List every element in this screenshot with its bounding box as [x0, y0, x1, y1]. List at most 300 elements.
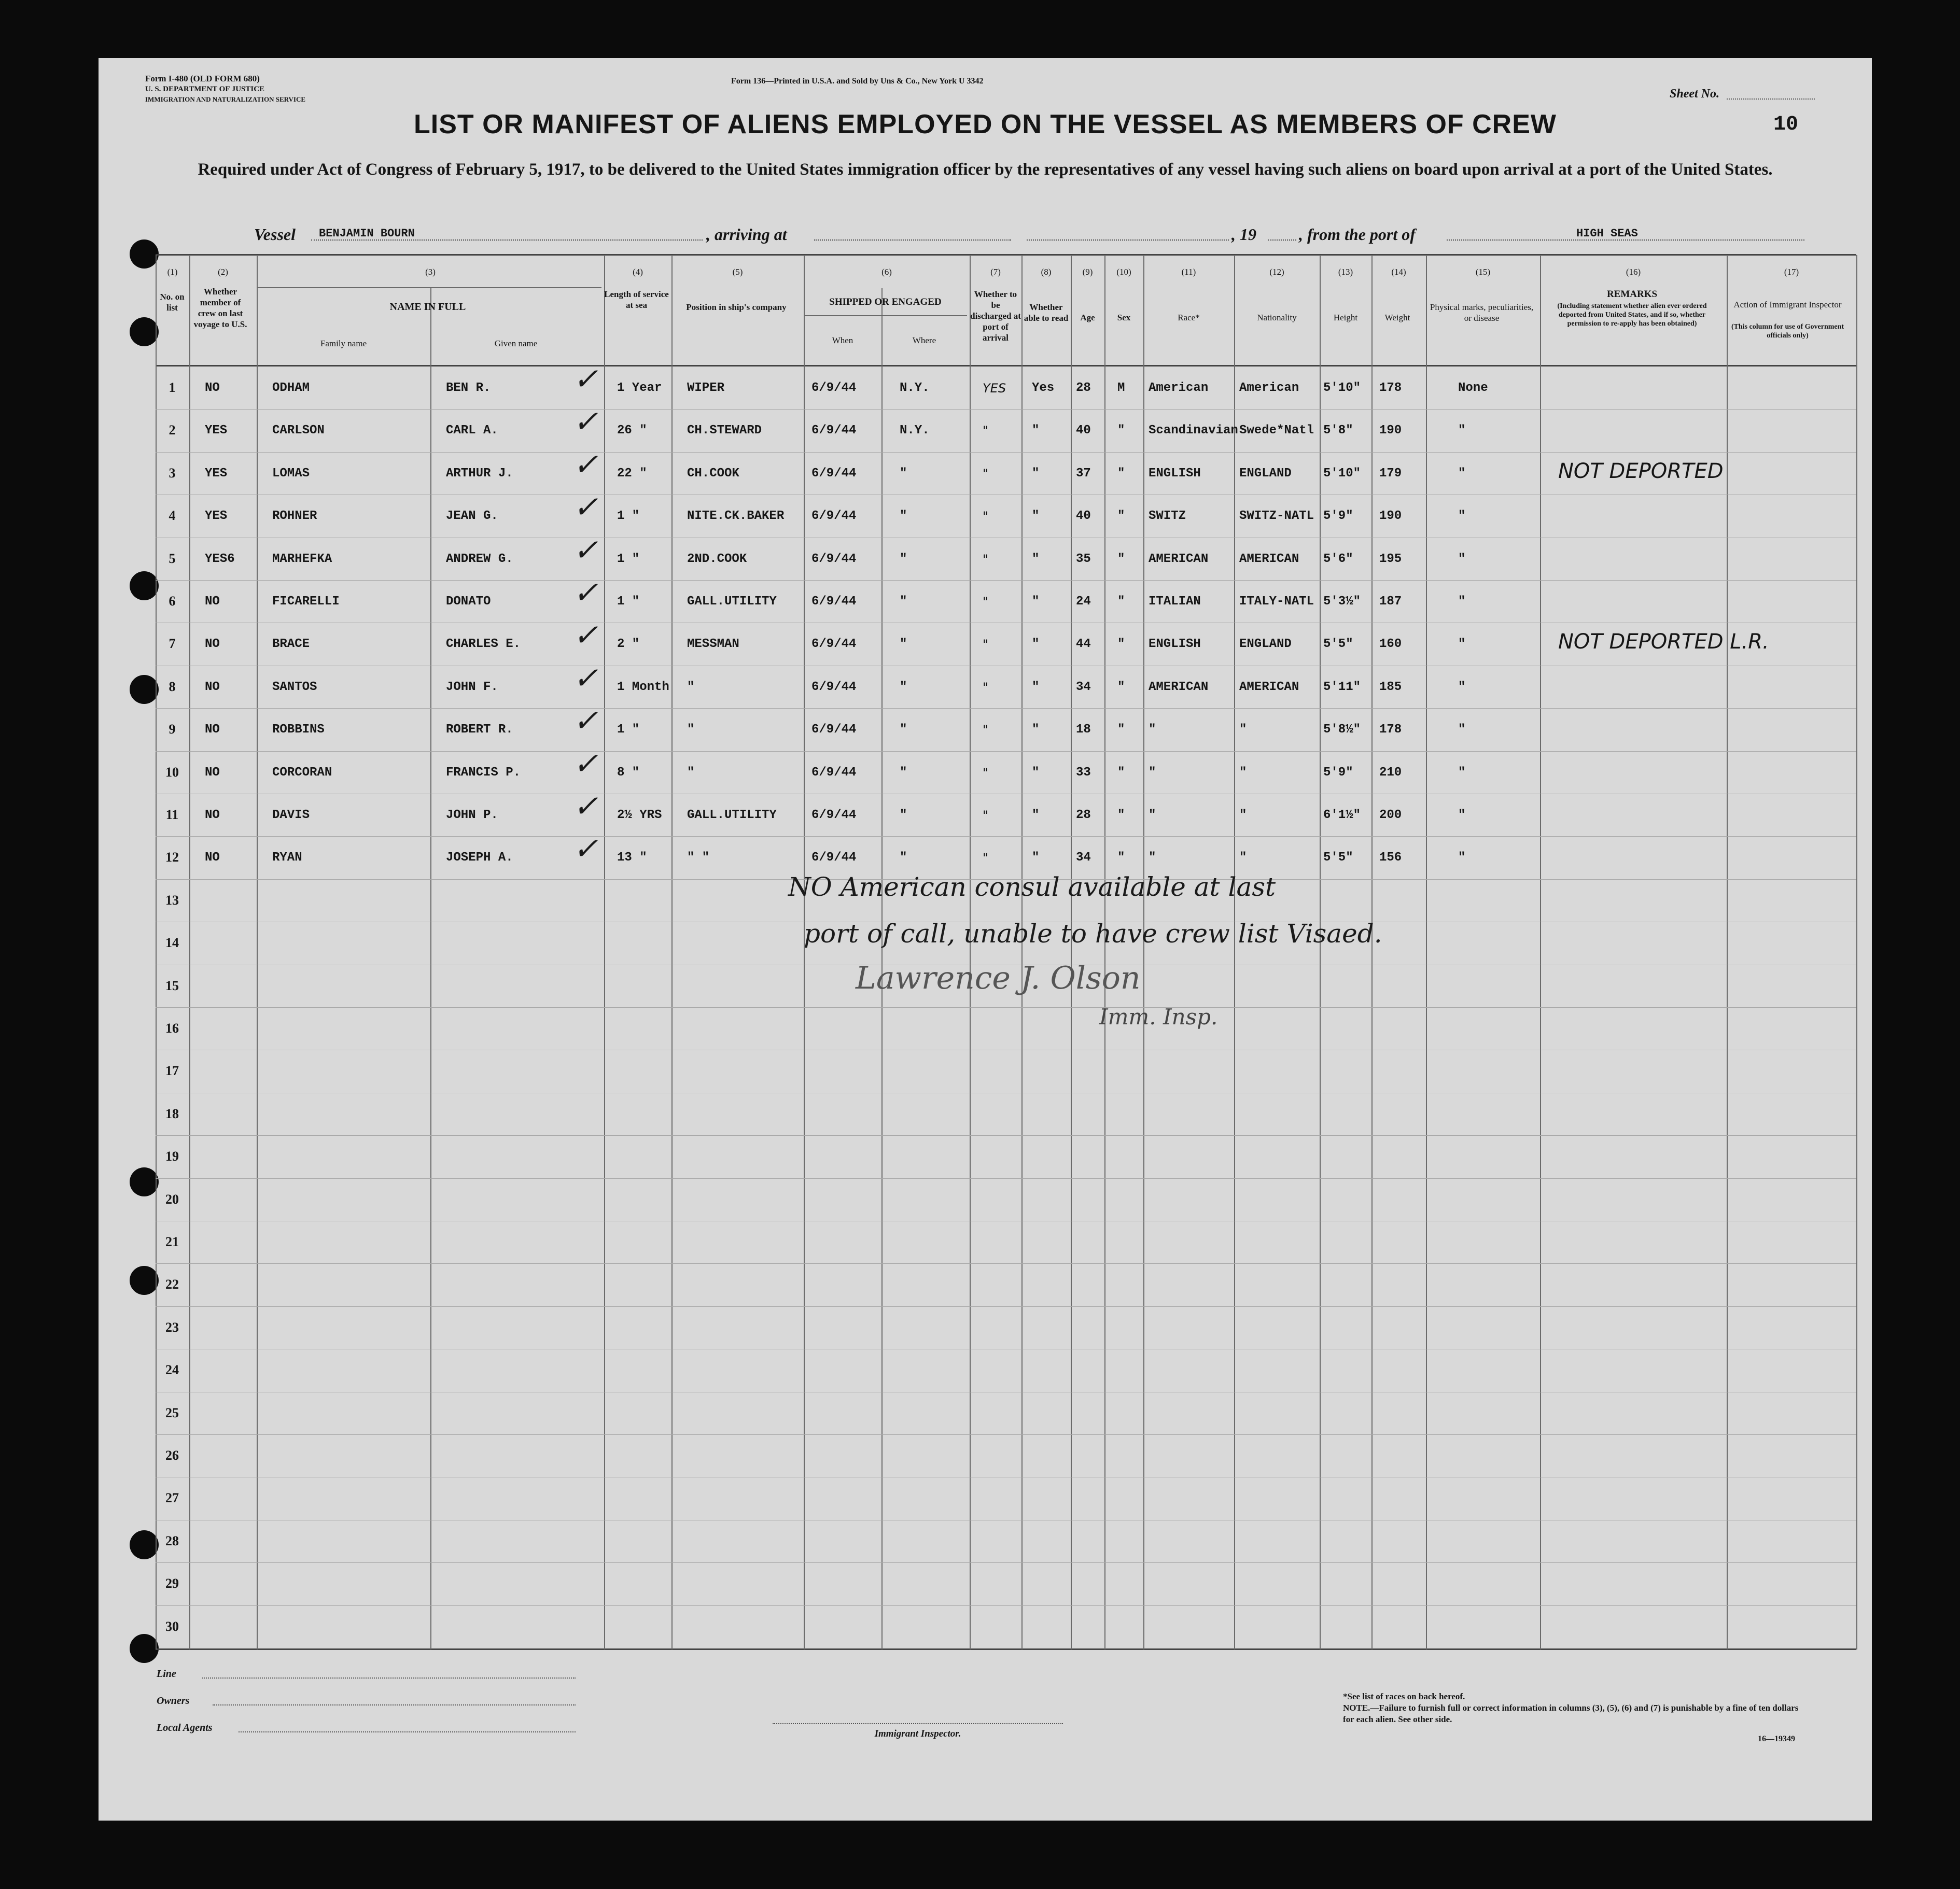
- cell-nationality: ": [1239, 808, 1247, 822]
- footer-owners-label: Owners: [157, 1695, 190, 1707]
- col-name-header: NAME IN FULL: [389, 301, 466, 313]
- column-rule: [1071, 255, 1072, 1650]
- punch-hole: [130, 1266, 159, 1295]
- cell-given: BEN R.: [446, 381, 491, 395]
- form-service: IMMIGRATION AND NATURALIZATION SERVICE: [145, 95, 306, 103]
- page-title: LIST OR MANIFEST OF ALIENS EMPLOYED ON THE VESSEL AS MEMBERS OF CREW: [414, 109, 1557, 139]
- cell-discharge: ": [983, 595, 989, 609]
- col-race-header: Race*: [1178, 313, 1200, 322]
- cell-service: 1 ": [617, 509, 640, 523]
- col-given-header: Given name: [494, 339, 538, 348]
- column-rule: [1143, 255, 1144, 1650]
- cell-when: 6/9/44: [811, 680, 857, 694]
- col-discharge-header: Whether to be discharged at port of arrival: [970, 289, 1021, 343]
- col-read-header: Whether able to read: [1024, 302, 1069, 323]
- cell-sex: ": [1117, 595, 1125, 609]
- cell-marks: ": [1458, 680, 1466, 694]
- col-position-header: Position in ship's company: [686, 302, 787, 312]
- cell-marks: ": [1458, 467, 1466, 481]
- row-number: 10: [165, 765, 179, 780]
- cell-discharge: ": [983, 723, 989, 737]
- cell-family: FICARELLI: [272, 595, 340, 609]
- cell-nationality: ENGLAND: [1239, 637, 1292, 651]
- column-number: (1): [167, 267, 178, 277]
- row-number: 9: [169, 722, 176, 737]
- cell-sex: ": [1117, 509, 1125, 523]
- cell-given: JEAN G.: [446, 509, 498, 523]
- col-service-header: Length of service at sea: [604, 289, 669, 310]
- row-rule: [156, 708, 1856, 709]
- cell-position: CH.STEWARD: [687, 424, 762, 438]
- cell-service: 1 Month: [617, 680, 669, 694]
- cell-age: 28: [1076, 808, 1091, 822]
- check-mark-icon: ✓: [573, 746, 598, 781]
- cell-marks: ": [1458, 424, 1466, 438]
- cell-service: 13 ": [617, 851, 647, 865]
- footer-line-label: Line: [157, 1668, 176, 1680]
- footer-agents-label: Local Agents: [157, 1722, 213, 1733]
- vessel-line: [254, 225, 1820, 246]
- cell-given: DONATO: [446, 595, 491, 609]
- cell-weight: 179: [1379, 467, 1402, 481]
- footer-line-dots: [202, 1677, 576, 1679]
- row-number: 29: [165, 1576, 179, 1591]
- cell-height: 5'5": [1323, 851, 1353, 865]
- cell-sex: ": [1117, 723, 1125, 737]
- cell-position: NITE.CK.BAKER: [687, 509, 785, 523]
- cell-prev: YES: [205, 467, 228, 481]
- handwritten-note-line2: port of call, unable to have crew list Visaed.: [804, 919, 1382, 949]
- cell-service: 2 ": [617, 637, 640, 651]
- cell-when: 6/9/44: [811, 595, 857, 609]
- cell-position: ": [687, 680, 695, 694]
- header-bottom-rule: [156, 365, 1856, 366]
- cell-where: ": [900, 808, 907, 822]
- column-number: (13): [1338, 267, 1353, 277]
- check-mark-icon: ✓: [573, 404, 598, 439]
- row-number: 14: [165, 935, 179, 950]
- form-id-block: [145, 74, 342, 105]
- col-no-header: No. on list: [160, 292, 185, 313]
- cell-prev: YES: [205, 424, 228, 438]
- column-number: (4): [633, 267, 643, 277]
- cell-prev: NO: [205, 851, 220, 865]
- row-rule: [156, 1263, 1856, 1264]
- row-rule: [156, 1007, 1856, 1008]
- cell-age: 40: [1076, 424, 1091, 438]
- cell-family: BRACE: [272, 637, 310, 651]
- from-label: , from the port of: [1299, 225, 1416, 244]
- page-subtitle: Required under Act of Congress of February 5, 1917, to be delivered to the United States immigration officer by the representatives of any vessel having such aliens on board upon arrival at a port of the United States.: [198, 160, 1773, 179]
- column-rule: [1021, 255, 1023, 1650]
- row-number: 13: [165, 893, 179, 908]
- cell-position: GALL.UTILITY: [687, 808, 777, 822]
- cell-nationality: ITALY-NATL: [1239, 595, 1314, 609]
- punch-hole: [130, 239, 159, 269]
- row-rule: [156, 1306, 1856, 1307]
- cell-age: 37: [1076, 467, 1091, 481]
- cell-nationality: SWITZ-NATL: [1239, 509, 1314, 523]
- cell-when: 6/9/44: [811, 766, 857, 780]
- cell-read: ": [1032, 509, 1040, 523]
- cell-discharge: YES: [983, 381, 1006, 396]
- cell-family: MARHEFKA: [272, 552, 332, 566]
- row-rule: [156, 836, 1856, 837]
- cell-prev: NO: [205, 595, 220, 609]
- row-number: 21: [165, 1234, 179, 1249]
- cell-age: 18: [1076, 723, 1091, 737]
- cell-given: JOHN F.: [446, 680, 498, 694]
- cell-service: 26 ": [617, 424, 647, 438]
- cell-read: ": [1032, 424, 1040, 438]
- cell-nationality: ": [1239, 851, 1247, 865]
- cell-nationality: ENGLAND: [1239, 467, 1292, 481]
- col-sex-header: Sex: [1117, 313, 1131, 322]
- column-number: (6): [881, 267, 892, 277]
- col-family-header: Family name: [320, 339, 367, 348]
- cell-read: ": [1032, 680, 1040, 694]
- table-bottom-rule: [156, 1648, 1856, 1650]
- cell-sex: ": [1117, 808, 1125, 822]
- cell-age: 35: [1076, 552, 1091, 566]
- column-number: (14): [1391, 267, 1406, 277]
- cell-race: ": [1149, 723, 1156, 737]
- cell-nationality: Swede*Natl: [1239, 424, 1314, 438]
- cell-race: ": [1149, 808, 1156, 822]
- row-number: 18: [165, 1106, 179, 1121]
- cell-weight: 187: [1379, 595, 1402, 609]
- cell-given: ARTHUR J.: [446, 467, 513, 481]
- punch-hole: [130, 1634, 159, 1663]
- column-number: (12): [1269, 267, 1284, 277]
- name-sub-rule: [257, 287, 601, 288]
- column-rule: [671, 255, 673, 1650]
- cell-weight: 210: [1379, 766, 1402, 780]
- row-rule: [156, 1135, 1856, 1136]
- cell-prev: NO: [205, 680, 220, 694]
- cell-prev: NO: [205, 381, 220, 395]
- cell-marks: ": [1458, 851, 1466, 865]
- row-number: 25: [165, 1405, 179, 1420]
- sheet-label: Sheet No.: [1670, 87, 1719, 101]
- cell-remarks: NOT DEPORTED: [1558, 459, 1724, 483]
- punch-hole: [130, 571, 159, 600]
- cell-sex: ": [1117, 766, 1125, 780]
- arriving-dots: [814, 239, 1011, 241]
- punch-hole: [130, 1530, 159, 1559]
- cell-read: ": [1032, 595, 1040, 609]
- cell-height: 5'5": [1323, 637, 1353, 651]
- cell-when: 6/9/44: [811, 808, 857, 822]
- row-number: 27: [165, 1490, 179, 1505]
- cell-prev: NO: [205, 637, 220, 651]
- cell-weight: 156: [1379, 851, 1402, 865]
- cell-nationality: AMERICAN: [1239, 680, 1299, 694]
- check-mark-icon: ✓: [573, 831, 598, 866]
- cell-weight: 160: [1379, 637, 1402, 651]
- column-rule: [970, 255, 971, 1650]
- cell-height: 6'1½": [1323, 808, 1361, 822]
- year-dots: [1268, 239, 1296, 241]
- form-code: 16—19349: [1758, 1735, 1795, 1743]
- cell-height: 5'11": [1323, 680, 1361, 694]
- cell-marks: ": [1458, 723, 1466, 737]
- cell-age: 33: [1076, 766, 1091, 780]
- inspector-title: Imm. Insp.: [1099, 1004, 1218, 1030]
- cell-when: 6/9/44: [811, 637, 857, 651]
- cell-read: ": [1032, 552, 1040, 566]
- column-rule: [804, 255, 805, 1650]
- column-number: (11): [1181, 267, 1196, 277]
- cell-discharge: ": [983, 467, 989, 481]
- cell-weight: 190: [1379, 509, 1402, 523]
- cell-where: ": [900, 766, 907, 780]
- col-action-header: Action of Immigrant Inspector: [1733, 300, 1842, 309]
- cell-when: 6/9/44: [811, 467, 857, 481]
- cell-discharge: ": [983, 766, 989, 780]
- check-mark-icon: ✓: [573, 532, 598, 568]
- cell-given: FRANCIS P.: [446, 766, 521, 780]
- check-mark-icon: ✓: [573, 788, 598, 824]
- punch-hole: [130, 1167, 159, 1196]
- cell-service: 22 ": [617, 467, 647, 481]
- row-number: 4: [169, 508, 176, 523]
- check-mark-icon: ✓: [573, 660, 598, 696]
- cell-weight: 190: [1379, 424, 1402, 438]
- column-number: (15): [1475, 267, 1491, 277]
- col-remarks-header: REMARKS: [1606, 289, 1658, 300]
- cell-race: Scandinavian: [1149, 424, 1238, 438]
- check-mark-icon: ✓: [573, 447, 598, 482]
- cell-read: Yes: [1032, 381, 1055, 395]
- cell-position: ": [687, 723, 695, 737]
- cell-read: ": [1032, 723, 1040, 737]
- cell-marks: ": [1458, 595, 1466, 609]
- column-rule: [1371, 255, 1373, 1650]
- cell-given: ROBERT R.: [446, 723, 513, 737]
- cell-marks: None: [1458, 381, 1488, 395]
- cell-discharge: ": [983, 552, 989, 567]
- inspector-label: Immigrant Inspector.: [874, 1728, 961, 1739]
- cell-read: ": [1032, 766, 1040, 780]
- table-top-rule: [156, 254, 1856, 256]
- cell-height: 5'8": [1323, 424, 1353, 438]
- cell-height: 5'3½": [1323, 595, 1361, 609]
- cell-where: ": [900, 467, 907, 481]
- cell-where: ": [900, 595, 907, 609]
- cell-marks: ": [1458, 808, 1466, 822]
- cell-when: 6/9/44: [811, 424, 857, 438]
- cell-where: ": [900, 680, 907, 694]
- check-mark-icon: ✓: [573, 361, 598, 397]
- row-rule: [156, 452, 1856, 453]
- cell-sex: ": [1117, 467, 1125, 481]
- cell-where: ": [900, 637, 907, 651]
- row-number: 17: [165, 1063, 179, 1078]
- column-number: (8): [1041, 267, 1052, 277]
- cell-remarks: NOT DEPORTED L.R.: [1558, 630, 1769, 654]
- column-rule: [1104, 255, 1105, 1650]
- cell-nationality: ": [1239, 723, 1247, 737]
- column-rule: [1426, 255, 1427, 1650]
- cell-service: 2½ YRS: [617, 808, 662, 822]
- cell-weight: 178: [1379, 381, 1402, 395]
- inspector-sign-line: [773, 1723, 1063, 1724]
- cell-family: RYAN: [272, 851, 302, 865]
- cell-service: 1 ": [617, 595, 640, 609]
- row-rule: [156, 580, 1856, 581]
- row-number: 5: [169, 551, 176, 566]
- cell-service: 1 Year: [617, 381, 662, 395]
- printer-line: Form 136—Printed in U.S.A. and Sold by Uns & Co., New York U 3342: [731, 77, 984, 86]
- column-number: (16): [1626, 267, 1641, 277]
- col-nationality-header: Nationality: [1257, 313, 1297, 322]
- cell-weight: 200: [1379, 808, 1402, 822]
- row-number: 28: [165, 1533, 179, 1548]
- cell-age: 28: [1076, 381, 1091, 395]
- cell-discharge: ": [983, 637, 989, 652]
- cell-read: ": [1032, 637, 1040, 651]
- cell-nationality: ": [1239, 766, 1247, 780]
- cell-race: SWITZ: [1149, 509, 1186, 523]
- column-rule: [156, 255, 157, 1650]
- cell-when: 6/9/44: [811, 552, 857, 566]
- row-rule: [156, 1434, 1856, 1435]
- cell-read: ": [1032, 808, 1040, 822]
- col-remarks-note: (Including statement whether alien ever ordered deported from United States, and if so, whether permission to re-apply has been obtained): [1557, 302, 1707, 328]
- col-height-header: Height: [1333, 313, 1358, 322]
- shipped-sub-rule: [804, 315, 967, 316]
- row-number: 16: [165, 1021, 179, 1036]
- cell-family: ODHAM: [272, 381, 310, 395]
- cell-family: LOMAS: [272, 467, 310, 481]
- row-rule: [156, 409, 1856, 410]
- row-number: 8: [169, 679, 176, 694]
- sheet-no-line: [1727, 98, 1815, 100]
- form-id: Form I-480 (OLD FORM 680): [145, 74, 260, 83]
- row-number: 6: [169, 594, 176, 609]
- sheet-number: 10: [1773, 113, 1799, 136]
- cell-read: ": [1032, 467, 1040, 481]
- col-age-header: Age: [1080, 313, 1095, 322]
- cell-read: ": [1032, 851, 1040, 865]
- column-number: (10): [1116, 267, 1131, 277]
- row-number: 7: [169, 636, 176, 651]
- cell-given: JOSEPH A.: [446, 851, 513, 865]
- cell-race: American: [1149, 381, 1209, 395]
- column-number: (3): [425, 267, 436, 277]
- cell-family: CARLSON: [272, 424, 325, 438]
- cell-position: 2ND.COOK: [687, 552, 747, 566]
- cell-given: JOHN P.: [446, 808, 498, 822]
- date-dots: [1027, 239, 1229, 241]
- cell-family: DAVIS: [272, 808, 310, 822]
- cell-prev: NO: [205, 808, 220, 822]
- column-rule: [1320, 255, 1321, 1650]
- column-number: (2): [218, 267, 228, 277]
- column-rule: [1856, 255, 1857, 1650]
- row-number: 12: [165, 850, 179, 865]
- cell-when: 6/9/44: [811, 723, 857, 737]
- cell-marks: ": [1458, 552, 1466, 566]
- cell-weight: 178: [1379, 723, 1402, 737]
- cell-age: 24: [1076, 595, 1091, 609]
- check-mark-icon: ✓: [573, 575, 598, 610]
- cell-sex: ": [1117, 552, 1125, 566]
- cell-sex: ": [1117, 851, 1125, 865]
- column-rule: [430, 288, 431, 1650]
- inspector-signature: Lawrence J. Olson: [856, 960, 1141, 996]
- cell-age: 34: [1076, 680, 1091, 694]
- cell-race: AMERICAN: [1149, 552, 1209, 566]
- cell-discharge: ": [983, 808, 989, 823]
- footer-note-fine: NOTE.—Failure to furnish full or correct information in columns (3), (5), (6) and (7) is punishable by a fine of ten dollars for each alien. See other side.: [1343, 1703, 1799, 1724]
- row-number: 30: [165, 1619, 179, 1634]
- cell-where: N.Y.: [900, 381, 930, 395]
- cell-sex: M: [1117, 381, 1125, 395]
- col-when-header: When: [832, 335, 853, 345]
- cell-discharge: ": [983, 424, 989, 438]
- cell-given: CARL A.: [446, 424, 498, 438]
- cell-height: 5'8½": [1323, 723, 1361, 737]
- cell-position: WIPER: [687, 381, 725, 395]
- column-rule: [1727, 255, 1728, 1650]
- column-number: (9): [1082, 267, 1093, 277]
- col-prev-header: Whether member of crew on last voyage to U.S.: [193, 287, 247, 329]
- cell-prev: NO: [205, 766, 220, 780]
- column-rule: [257, 255, 258, 1650]
- cell-race: ENGLISH: [1149, 637, 1201, 651]
- cell-prev: YES6: [205, 552, 235, 566]
- column-number: (7): [990, 267, 1001, 277]
- footer-notes: [1343, 1691, 1810, 1725]
- vessel-label: Vessel: [254, 225, 296, 244]
- check-mark-icon: ✓: [573, 703, 598, 738]
- cell-position: " ": [687, 851, 710, 865]
- row-number: 23: [165, 1320, 179, 1335]
- check-mark-icon: ✓: [573, 617, 598, 653]
- footer-owners-dots: [213, 1704, 576, 1705]
- row-number: 11: [165, 807, 179, 822]
- column-number: (5): [732, 267, 743, 277]
- cell-family: SANTOS: [272, 680, 317, 694]
- col-shipped-header: SHIPPED OR ENGAGED: [829, 297, 942, 307]
- handwritten-note-line1: NO American consul available at last: [788, 872, 1276, 902]
- cell-when: 6/9/44: [811, 851, 857, 865]
- cell-height: 5'10": [1323, 467, 1361, 481]
- cell-given: ANDREW G.: [446, 552, 513, 566]
- row-number: 26: [165, 1448, 179, 1463]
- cell-family: CORCORAN: [272, 766, 332, 780]
- row-number: 3: [169, 466, 176, 481]
- cell-family: ROHNER: [272, 509, 317, 523]
- cell-marks: ": [1458, 766, 1466, 780]
- cell-height: 5'9": [1323, 509, 1353, 523]
- column-rule: [604, 255, 605, 1650]
- cell-family: ROBBINS: [272, 723, 325, 737]
- cell-age: 40: [1076, 509, 1091, 523]
- cell-height: 5'9": [1323, 766, 1353, 780]
- punch-hole: [130, 675, 159, 704]
- manifest-sheet: [99, 58, 1872, 1821]
- cell-weight: 185: [1379, 680, 1402, 694]
- cell-discharge: ": [983, 509, 989, 524]
- cell-discharge: ": [983, 851, 989, 865]
- row-rule: [156, 1562, 1856, 1563]
- cell-age: 34: [1076, 851, 1091, 865]
- row-number: 22: [165, 1277, 179, 1292]
- cell-marks: ": [1458, 509, 1466, 523]
